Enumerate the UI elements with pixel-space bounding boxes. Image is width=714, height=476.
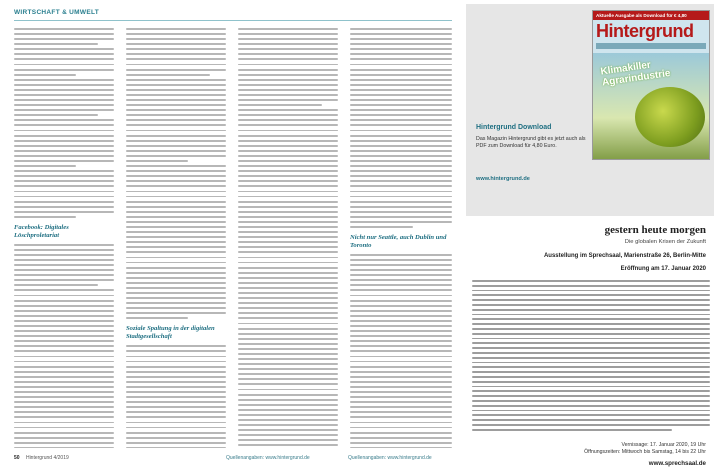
- cover-strip: [596, 43, 706, 49]
- source-note: Quellenangaben: www.hintergrund.de: [348, 455, 432, 461]
- exhibition-description: [472, 280, 710, 431]
- article-column-1: [14, 28, 114, 448]
- download-text: Das Magazin Hintergrund gibt es jetzt auch als PDF zum Download für 4,80 Euro.: [476, 136, 586, 149]
- cover-banner: Aktuelle Ausgabe als Download für € 4,80: [593, 11, 709, 20]
- article-columns: [14, 28, 452, 448]
- download-link[interactable]: www.hintergrund.de: [476, 176, 530, 182]
- section-rubric: WIRTSCHAFT & UMWELT: [14, 9, 100, 16]
- advertisement-page: [462, 0, 714, 476]
- body-text-block: [14, 244, 114, 448]
- issue-label: Hintergrund 4/2019: [25, 455, 69, 461]
- article-column-3: [238, 28, 338, 448]
- exhibition-link[interactable]: www.sprechsaal.de: [648, 460, 706, 467]
- magazine-cover-image: [592, 10, 710, 160]
- exhibition-subtitle: Die globalen Krisen der Zukunft: [624, 239, 706, 245]
- exhibition-ad: [466, 220, 714, 476]
- exhibition-title: gestern heute morgen: [604, 224, 706, 236]
- download-title: Hintergrund Download: [476, 124, 552, 131]
- rubric-divider: [14, 20, 452, 21]
- opening-hours-line: Öffnungszeiten: Mittwoch bis Samstag, 14 bis 22 Uhr: [584, 449, 706, 455]
- article-subhead: Nicht nur Seattle, auch Dublin und Toronto: [350, 233, 447, 249]
- article-column-2: [126, 28, 226, 448]
- article-column-4: [350, 28, 452, 448]
- body-text-block: [238, 28, 338, 448]
- download-ad: [466, 4, 714, 216]
- cover-globe: [635, 87, 705, 147]
- vernissage-line: Vernissage: 17. Januar 2020, 19 Uhr: [621, 442, 706, 448]
- exhibition-dates: [584, 442, 706, 456]
- exhibition-venue: Ausstellung im Sprechsaal, Marienstraße 26, Berlin-Mitte: [543, 253, 706, 259]
- cover-illustration: [593, 53, 710, 160]
- page-number: 50: [14, 455, 20, 461]
- cover-headline: Klimakiller Agrarindustrie: [599, 59, 672, 89]
- source-note: Quellenangaben: www.hintergrund.de: [226, 455, 310, 461]
- body-text-block: [14, 28, 114, 218]
- body-text-block: [126, 28, 226, 319]
- body-text-block: [350, 254, 452, 448]
- article-subhead: Soziale Spaltung in der digitalen Stadtgesellschaft: [126, 325, 215, 341]
- exhibition-opening: Eröffnung am 17. Januar 2020: [620, 266, 706, 272]
- body-text-block: [350, 28, 452, 228]
- article-subhead: Facebook: Digitales Löschproletariat: [14, 223, 69, 239]
- body-text-block: [126, 345, 226, 448]
- cover-title: Hintergrund: [596, 21, 694, 41]
- page-footer: [14, 455, 69, 461]
